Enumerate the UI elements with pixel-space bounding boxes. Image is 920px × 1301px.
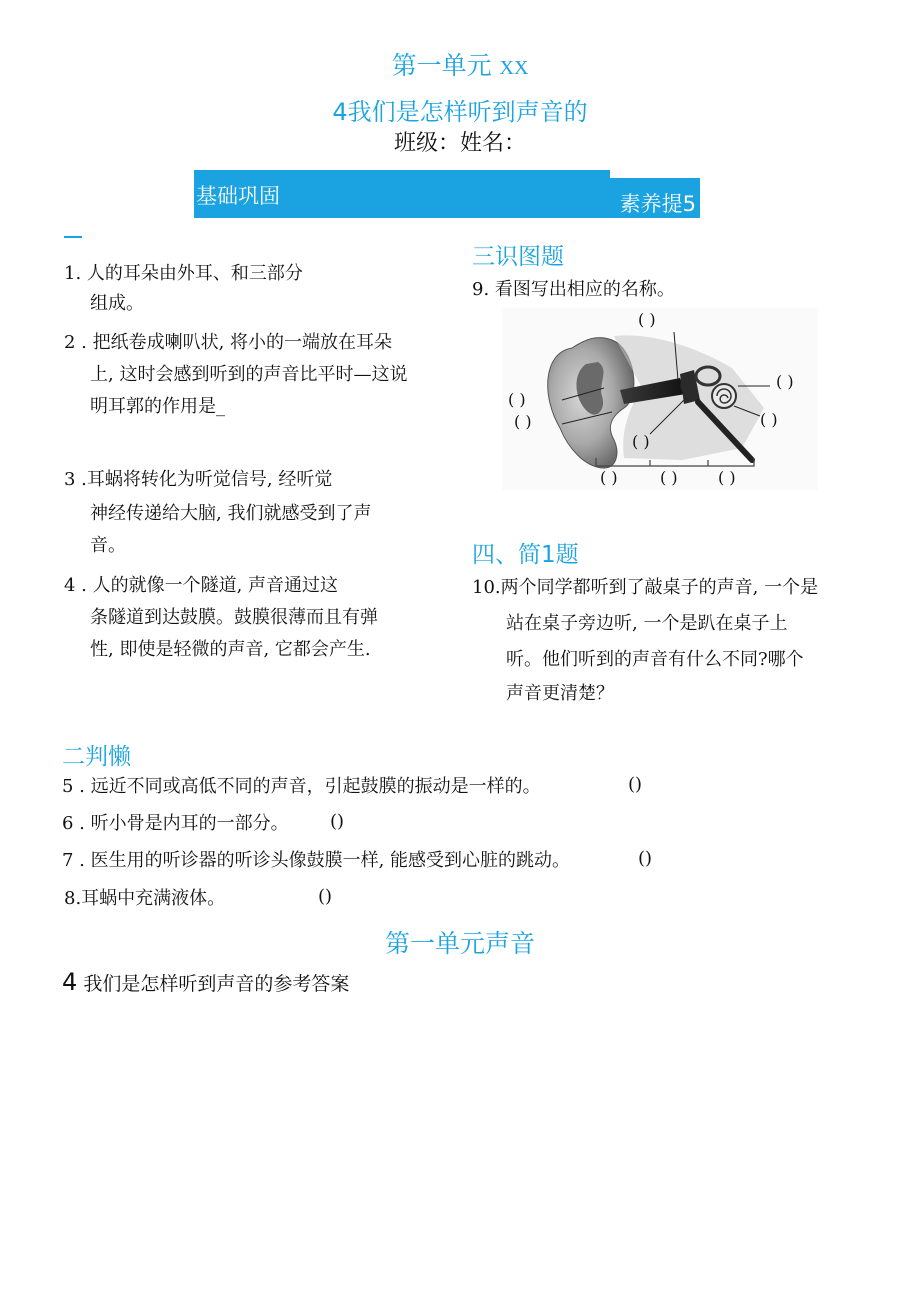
- question-1-line-2: 组成。: [90, 293, 144, 314]
- question-1-line-1: 1. 人的耳朵由外耳、和三部分: [64, 263, 303, 284]
- question-10-line-2: 站在桌子旁边听, 一个是趴在桌子上: [506, 613, 788, 634]
- question-9: 9. 看图写出相应的名称。: [472, 279, 675, 300]
- figure-blank-right-1[interactable]: ( ): [776, 372, 794, 391]
- figure-blank-bottom-1[interactable]: ( ): [600, 468, 618, 487]
- section-short-heading: 四、简1题: [472, 542, 579, 568]
- answers-lesson-number: 4: [62, 968, 78, 996]
- class-name-line: 班级：姓名：: [393, 131, 526, 156]
- question-4-line-2: 条隧道到达鼓膜。鼓膜很薄而且有弹: [90, 607, 378, 628]
- figure-blank-bottom-2[interactable]: ( ): [660, 468, 678, 487]
- figure-blank-bottom-3[interactable]: ( ): [718, 468, 736, 487]
- section-figure-heading: 三识图题: [472, 244, 564, 270]
- question-7: 7 . 医生用的听诊器的听诊头像鼓膜一样, 能感受到心脏的跳动。: [62, 850, 571, 871]
- answers-lesson-line: [62, 968, 349, 996]
- question-3-line-1: 3 .耳蜗将转化为听觉信号, 经听觉: [64, 469, 333, 490]
- figure-blank-top[interactable]: ( ): [638, 310, 656, 329]
- figure-blank-left-1[interactable]: ( ): [508, 390, 526, 409]
- figure-blank-left-2[interactable]: ( ): [514, 412, 532, 431]
- question-6-answer-box[interactable]: (): [330, 811, 345, 832]
- question-5-answer-box[interactable]: (): [628, 774, 643, 795]
- question-4-line-1: 4 . 人的就像一个隧道, 声音通过这: [64, 575, 339, 596]
- figure-blank-right-2[interactable]: ( ): [760, 410, 778, 429]
- question-4-line-3: 性, 即使是轻微的声音, 它都会产生.: [90, 639, 371, 660]
- question-2-line-1: 2 . 把纸卷成喇叭状, 将小的一端放在耳朵: [64, 332, 393, 353]
- question-2-line-3: 明耳郭的作用是_: [90, 396, 225, 417]
- question-5: 5 . 远近不同或高低不同的声音，引起鼓膜的振动是一样的。: [62, 776, 541, 797]
- section-banner: [194, 170, 700, 218]
- question-3-line-3: 音。: [90, 535, 126, 556]
- unit-title-suffix: XX: [499, 57, 529, 79]
- cochlea-shape: [712, 384, 736, 408]
- section-fill-heading: [64, 222, 65, 223]
- lesson-title: 4我们是怎样听到声音的: [332, 98, 588, 126]
- answers-title: 第一单元声音: [384, 929, 535, 958]
- section-judge-heading: 二判懒: [62, 744, 131, 770]
- question-2-line-2: 上, 这时会感到听到的声音比平时—这说: [90, 364, 408, 385]
- question-8: 8.耳蜗中充满液体。: [64, 888, 226, 909]
- question-10-line-1: 10.两个同学都听到了敲桌子的声音, 一个是: [472, 577, 819, 598]
- banner-left-label: 基础巩固: [196, 184, 280, 208]
- figure-blank-middle[interactable]: ( ): [632, 432, 650, 451]
- unit-title: [0, 46, 920, 82]
- question-10-line-3: 听。他们听到的声音有什么不同?哪个: [506, 649, 804, 670]
- question-3-line-2: 神经传递给大脑, 我们就感受到了声: [90, 503, 372, 524]
- question-8-answer-box[interactable]: (): [318, 886, 333, 907]
- question-7-answer-box[interactable]: (): [638, 848, 653, 869]
- ear-diagram: [502, 308, 818, 490]
- answers-lesson-text: 我们是怎样听到声音的参考答案: [83, 973, 350, 995]
- section-fill-heading-mark: [64, 236, 82, 238]
- question-6: 6 . 听小骨是内耳的一部分。: [62, 813, 289, 834]
- banner-bar-top: [194, 170, 610, 178]
- unit-title-text: 第一单元: [391, 51, 492, 80]
- banner-right-label: 素养提5: [619, 192, 696, 216]
- question-10-line-4: 声音更清楚？: [506, 683, 614, 704]
